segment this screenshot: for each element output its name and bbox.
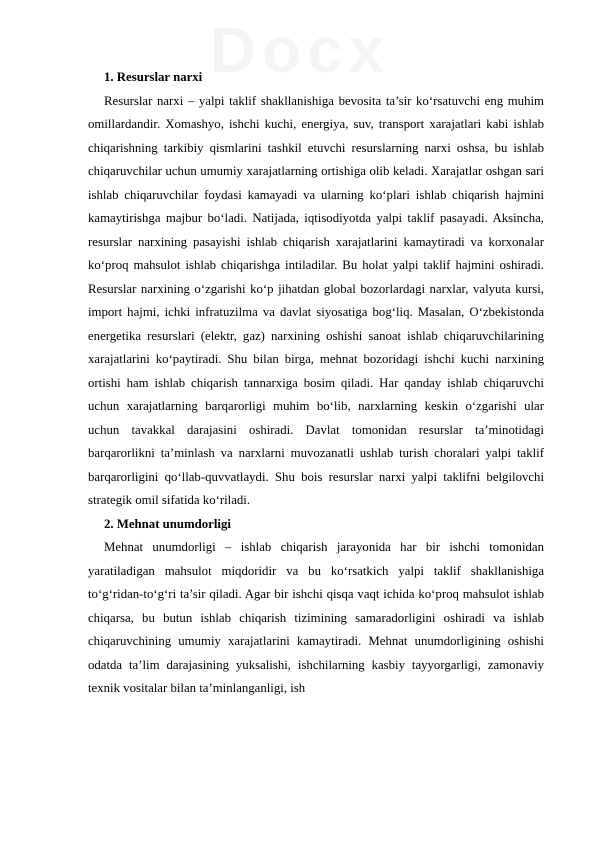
section-heading-resource-prices: 1. Resurslar narxi (104, 70, 203, 84)
section-paragraph-labor-productivity: Mehnat unumdorligi – ishlab chiqarish jarayonida har bir ishchi tomonidan yaratiladigan mahsulot miqdoridir va bu ko‘rsatkich yalpi taklif shakllanishiga to‘g‘ridan-to‘g‘ri ta’sir qiladi. Agar bir ishchi qisqa vaqt ichida ko‘proq mahsulot ishlab chiqarsa, bu butun ishlab chiqarish tizimining samaradorligini oshiradi va ishlab chiqaruvchining umumiy xarajatlarini kamaytiradi. Mehnat unumdorligining oshishi odatda ta’lim darajasining yuksalishi, ishchilarning kasbiy tayyorgarligi, zamonaviy texnik vositalar bilan ta’minlanganligi, ish (88, 540, 544, 695)
section-paragraph-resource-prices: Resurslar narxi – yalpi taklif shakllanishiga bevosita ta’sir ko‘rsatuvchi eng muhim omillardandir. Xomashyo, ishchi kuchi, energiya, suv, transport xarajatlari kabi ishlab chiqarishning tarkibiy qismlarini tashkil etuvchi resurslarning narxi oshsa, bu ishlab chiqaruvchilar uchun umumiy xarajatlarning ortishiga olib keladi. Xarajatlar oshgan sari ishlab chiqaruvchilar foydasi kamayadi va ularning ko‘plari ishlab chiqarish hajmini kamaytirishga majbur bo‘ladi. Natijada, iqtisodiyotda yalpi taklif pasayadi. Aksincha, resurslar narxining pasayishi ishlab chiqarish xarajatlarini kamaytiradi va korxonalar ko‘proq mahsulot ishlab chiqarishga intiladilar. Bu holat yalpi taklif hajmini oshiradi. Resurslar narxining o‘zgarishi ko‘p jihatdan global bozorlardagi narxlar, valyuta kursi, import hajmi, ichki infratuzilma va davlat siyosatiga bog‘liq. Masalan, O‘zbekistonda energetika resurslari (elektr, gaz) narxining oshishi sanoat ishlab chiqaruvchilarining xarajatlarini ko‘paytiradi. Shu bilan birga, mehnat bozoridagi ishchi kuchi narxining ortishi ham ishlab chiqarish tannarxiga bosim qiladi. Har qanday ishlab chiqaruvchi uchun xarajatlarning barqarorligi muhim bo‘lib, narxlarning keskin o‘zgarishi ular uchun tavakkal darajasini oshiradi. Davlat tomonidan resurslar ta’minotidagi barqarorlikni ta’minlash va narxlarni muvozanatli ushlab turish choralari yalpi taklif barqarorligini qo‘llab-quvvatlaydi. Shu bois resurslar narxi yalpi taklifni belgilovchi strategik omil sifatida ko‘riladi. (88, 93, 544, 507)
section-heading-labor-productivity: 2. Mehnat unumdorligi (104, 516, 231, 531)
document-page (88, 66, 544, 701)
watermark-logo: Docx (209, 14, 391, 86)
